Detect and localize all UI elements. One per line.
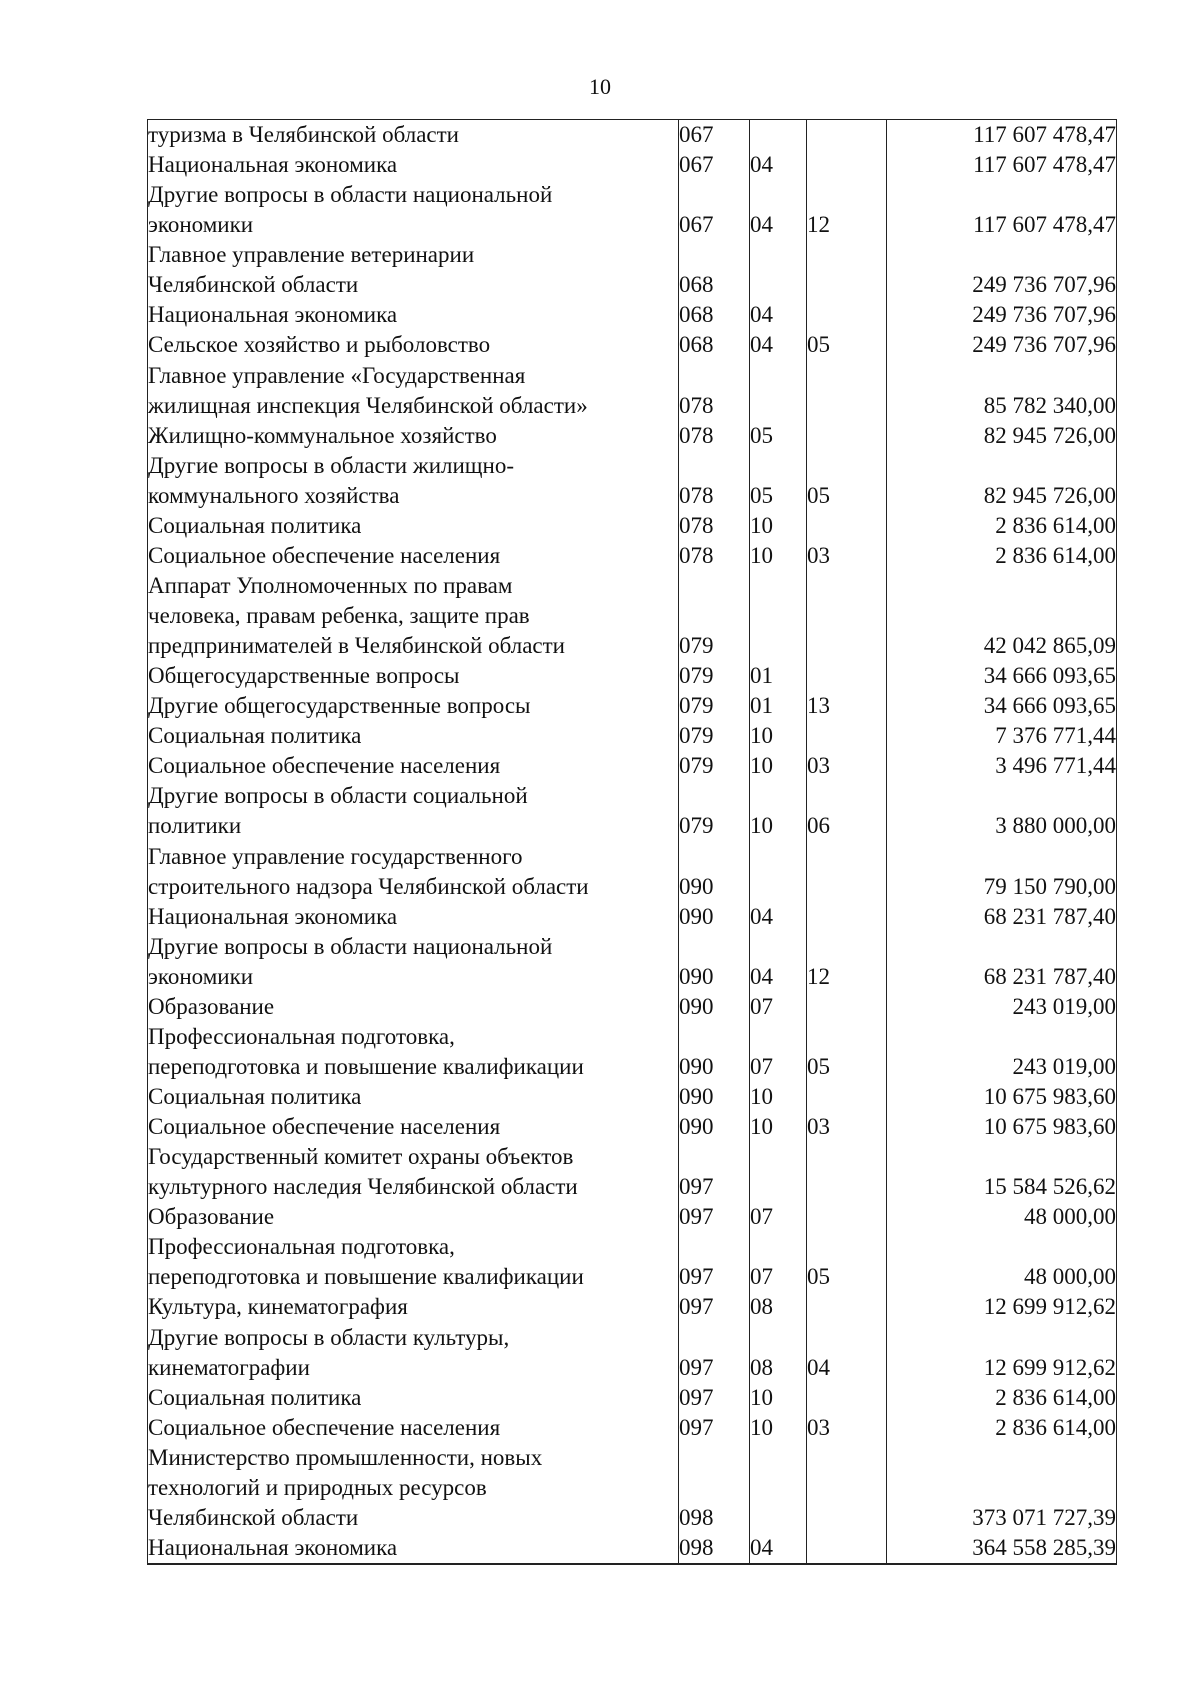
expense-name-line: технологий и природных ресурсов <box>148 1474 487 1500</box>
expense-name-cell <box>148 721 679 751</box>
table-row <box>148 300 1117 330</box>
expense-name-line: Социальная политика <box>148 1384 362 1410</box>
section-code-cell: 04 <box>750 902 807 932</box>
expense-name-cell <box>148 1082 679 1112</box>
ministry-code-cell: 097 <box>679 1202 750 1232</box>
expense-name-cell <box>148 932 679 992</box>
expense-name-line: Другие вопросы в области национальной <box>148 933 553 959</box>
amount-cell: 117 607 478,47 <box>887 120 1117 151</box>
amount-cell: 249 736 707,96 <box>887 240 1117 300</box>
section-code-cell: 07 <box>750 1232 807 1292</box>
table-row <box>148 751 1117 781</box>
ministry-code-cell: 068 <box>679 330 750 360</box>
expense-name-cell <box>148 1022 679 1082</box>
section-code-cell: 01 <box>750 661 807 691</box>
subsection-code-cell: 05 <box>807 451 887 511</box>
subsection-code-cell <box>807 902 887 932</box>
section-code-cell <box>750 571 807 661</box>
expense-name-line: Сельское хозяйство и рыболовство <box>148 332 491 358</box>
amount-cell: 7 376 771,44 <box>887 721 1117 751</box>
expense-name-cell <box>148 902 679 932</box>
section-code-cell: 04 <box>750 330 807 360</box>
subsection-code-cell <box>807 721 887 751</box>
amount-cell: 85 782 340,00 <box>887 361 1117 421</box>
amount-cell: 34 666 093,65 <box>887 691 1117 721</box>
expense-name-cell <box>148 1533 679 1564</box>
amount-cell: 68 231 787,40 <box>887 932 1117 992</box>
expense-name-cell <box>148 150 679 180</box>
ministry-code-cell: 090 <box>679 992 750 1022</box>
expense-name-line: Национальная экономика <box>148 903 398 929</box>
amount-cell: 2 836 614,00 <box>887 511 1117 541</box>
section-code-cell <box>750 842 807 902</box>
subsection-code-cell: 03 <box>807 751 887 781</box>
ministry-code-cell: 078 <box>679 361 750 421</box>
expense-name-cell <box>148 691 679 721</box>
table-row <box>148 361 1117 421</box>
expense-name-line: жилищная инспекция Челябинской области» <box>148 392 588 418</box>
table-row <box>148 451 1117 511</box>
section-code-cell: 04 <box>750 150 807 180</box>
expense-name-line: строительного надзора Челябинской области <box>148 873 589 899</box>
expense-name-cell <box>148 1443 679 1533</box>
amount-cell: 2 836 614,00 <box>887 1383 1117 1413</box>
expense-name-line: Другие вопросы в области национальной <box>148 182 553 208</box>
subsection-code-cell: 05 <box>807 1232 887 1292</box>
ministry-code-cell: 079 <box>679 691 750 721</box>
expense-name-cell <box>148 1383 679 1413</box>
amount-cell: 2 836 614,00 <box>887 1413 1117 1443</box>
table-row <box>148 330 1117 360</box>
expense-name-cell <box>148 661 679 691</box>
amount-cell: 34 666 093,65 <box>887 661 1117 691</box>
expense-name-line: Челябинской области <box>148 1504 359 1530</box>
table-row <box>148 571 1117 661</box>
section-code-cell <box>750 1443 807 1533</box>
ministry-code-cell: 068 <box>679 300 750 330</box>
section-code-cell: 08 <box>750 1292 807 1322</box>
subsection-code-cell: 12 <box>807 932 887 992</box>
section-code-cell: 08 <box>750 1323 807 1383</box>
subsection-code-cell: 05 <box>807 1022 887 1082</box>
ministry-code-cell: 079 <box>679 781 750 841</box>
expense-name-line: культурного наследия Челябинской области <box>148 1174 578 1200</box>
ministry-code-cell: 090 <box>679 1082 750 1112</box>
expense-name-cell <box>148 180 679 240</box>
amount-cell: 82 945 726,00 <box>887 451 1117 511</box>
ministry-code-cell: 090 <box>679 932 750 992</box>
expense-name-cell <box>148 571 679 661</box>
expense-name-line: Главное управление государственного <box>148 843 523 869</box>
subsection-code-cell <box>807 1383 887 1413</box>
expense-name-line: Жилищно-коммунальное хозяйство <box>148 422 497 448</box>
amount-cell: 249 736 707,96 <box>887 330 1117 360</box>
ministry-code-cell: 078 <box>679 421 750 451</box>
table-row <box>148 511 1117 541</box>
expense-name-line: человека, правам ребенка, защите прав <box>148 603 530 628</box>
ministry-code-cell: 097 <box>679 1383 750 1413</box>
expense-name-line: Аппарат Уполномоченных по правам <box>148 572 513 598</box>
expense-name-line: Главное управление «Государственная <box>148 362 526 388</box>
section-code-cell: 04 <box>750 180 807 240</box>
expense-name-cell <box>148 451 679 511</box>
expense-name-cell <box>148 992 679 1022</box>
ministry-code-cell: 090 <box>679 1022 750 1082</box>
subsection-code-cell: 12 <box>807 180 887 240</box>
expense-name-line: Культура, кинематография <box>148 1294 408 1320</box>
amount-cell: 10 675 983,60 <box>887 1112 1117 1142</box>
amount-cell: 48 000,00 <box>887 1202 1117 1232</box>
expense-name-line: Другие общегосударственные вопросы <box>148 693 531 719</box>
ministry-code-cell: 090 <box>679 842 750 902</box>
section-code-cell: 07 <box>750 992 807 1022</box>
section-code-cell <box>750 240 807 300</box>
table-row <box>148 661 1117 691</box>
ministry-code-cell: 079 <box>679 721 750 751</box>
expense-name-line: Национальная экономика <box>148 1534 398 1560</box>
expense-name-line: Другие вопросы в области жилищно- <box>148 452 514 478</box>
expense-name-cell <box>148 1232 679 1292</box>
ministry-code-cell: 067 <box>679 180 750 240</box>
section-code-cell <box>750 120 807 151</box>
amount-cell: 117 607 478,47 <box>887 180 1117 240</box>
section-code-cell: 04 <box>750 1533 807 1564</box>
expense-name-line: Национальная экономика <box>148 302 398 328</box>
amount-cell: 48 000,00 <box>887 1232 1117 1292</box>
subsection-code-cell <box>807 1202 887 1232</box>
section-code-cell: 07 <box>750 1202 807 1232</box>
table-row <box>148 1232 1117 1292</box>
subsection-code-cell <box>807 1292 887 1322</box>
expense-name-cell <box>148 330 679 360</box>
amount-cell: 2 836 614,00 <box>887 541 1117 571</box>
table-row <box>148 180 1117 240</box>
expense-name-cell <box>148 361 679 421</box>
section-code-cell: 10 <box>750 781 807 841</box>
ministry-code-cell: 098 <box>679 1443 750 1533</box>
ministry-code-cell: 090 <box>679 1112 750 1142</box>
table-row <box>148 1323 1117 1383</box>
amount-cell: 249 736 707,96 <box>887 300 1117 330</box>
amount-cell: 373 071 727,39 <box>887 1443 1117 1533</box>
expense-name-cell <box>148 1292 679 1322</box>
ministry-code-cell: 097 <box>679 1413 750 1443</box>
expense-name-line: Национальная экономика <box>148 152 398 178</box>
section-code-cell: 10 <box>750 751 807 781</box>
table-row <box>148 1082 1117 1112</box>
expense-name-line: политики <box>148 813 242 839</box>
ministry-code-cell: 090 <box>679 902 750 932</box>
subsection-code-cell <box>807 1142 887 1202</box>
subsection-code-cell <box>807 240 887 300</box>
table-row <box>148 721 1117 751</box>
amount-cell: 15 584 526,62 <box>887 1142 1117 1202</box>
amount-cell: 117 607 478,47 <box>887 150 1117 180</box>
table-row <box>148 1533 1117 1564</box>
section-code-cell <box>750 1142 807 1202</box>
table-row <box>148 842 1117 902</box>
ministry-code-cell: 068 <box>679 240 750 300</box>
subsection-code-cell <box>807 1082 887 1112</box>
expense-name-line: Социальная политика <box>148 1084 362 1109</box>
amount-cell: 12 699 912,62 <box>887 1323 1117 1383</box>
expense-name-cell <box>148 1112 679 1142</box>
expense-name-cell <box>148 421 679 451</box>
subsection-code-cell <box>807 300 887 330</box>
amount-cell: 42 042 865,09 <box>887 571 1117 661</box>
expense-name-line: Профессиональная подготовка, <box>148 1234 455 1260</box>
section-code-cell: 05 <box>750 451 807 511</box>
section-code-cell: 10 <box>750 511 807 541</box>
expense-name-cell <box>148 511 679 541</box>
subsection-code-cell <box>807 661 887 691</box>
subsection-code-cell <box>807 361 887 421</box>
section-code-cell: 01 <box>750 691 807 721</box>
ministry-code-cell: 097 <box>679 1142 750 1202</box>
amount-cell: 3 496 771,44 <box>887 751 1117 781</box>
table-row <box>148 1112 1117 1142</box>
expense-name-cell <box>148 1142 679 1202</box>
subsection-code-cell <box>807 511 887 541</box>
expense-name-line: Социальное обеспечение населения <box>148 1414 501 1440</box>
expense-name-line: туризма в Челябинской области <box>148 122 459 147</box>
amount-cell: 243 019,00 <box>887 992 1117 1022</box>
table-row <box>148 1022 1117 1082</box>
budget-table-body <box>148 120 1117 1565</box>
subsection-code-cell <box>807 1443 887 1533</box>
page-number: 10 <box>589 74 611 99</box>
section-code-cell: 10 <box>750 1112 807 1142</box>
amount-cell: 82 945 726,00 <box>887 421 1117 451</box>
table-row <box>148 1383 1117 1413</box>
ministry-code-cell: 078 <box>679 511 750 541</box>
subsection-code-cell: 04 <box>807 1323 887 1383</box>
table-row <box>148 1443 1117 1533</box>
subsection-code-cell <box>807 842 887 902</box>
table-row <box>148 541 1117 571</box>
table-row <box>148 932 1117 992</box>
subsection-code-cell: 05 <box>807 330 887 360</box>
expense-name-line: переподготовка и повышение квалификации <box>148 1053 584 1079</box>
table-row <box>148 1202 1117 1232</box>
expense-name-line: экономики <box>148 212 254 238</box>
ministry-code-cell: 098 <box>679 1533 750 1564</box>
amount-cell: 243 019,00 <box>887 1022 1117 1082</box>
table-row <box>148 240 1117 300</box>
expense-name-line: переподготовка и повышение квалификации <box>148 1264 584 1290</box>
table-row <box>148 902 1117 932</box>
expense-name-cell <box>148 781 679 841</box>
expense-name-cell <box>148 1323 679 1383</box>
section-code-cell: 10 <box>750 1082 807 1112</box>
section-code-cell: 07 <box>750 1022 807 1082</box>
expense-name-cell <box>148 751 679 781</box>
ministry-code-cell: 097 <box>679 1323 750 1383</box>
amount-cell: 364 558 285,39 <box>887 1533 1117 1564</box>
ministry-code-cell: 097 <box>679 1232 750 1292</box>
amount-cell: 12 699 912,62 <box>887 1292 1117 1322</box>
expense-name-line: Министерство промышленности, новых <box>148 1444 543 1470</box>
expense-name-line: Социальное обеспечение населения <box>148 1114 501 1140</box>
ministry-code-cell: 079 <box>679 571 750 661</box>
ministry-code-cell: 067 <box>679 120 750 151</box>
table-row <box>148 150 1117 180</box>
table-row <box>148 120 1117 151</box>
subsection-code-cell: 03 <box>807 1112 887 1142</box>
amount-cell: 10 675 983,60 <box>887 1082 1117 1112</box>
expense-name-line: Образование <box>148 993 275 1019</box>
expense-name-line: предпринимателей в Челябинской области <box>148 633 565 659</box>
table-row <box>148 1413 1117 1443</box>
expense-name-cell <box>148 300 679 330</box>
section-code-cell: 04 <box>750 932 807 992</box>
table-row <box>148 1292 1117 1322</box>
subsection-code-cell: 03 <box>807 1413 887 1443</box>
table-row <box>148 992 1117 1022</box>
section-code-cell: 05 <box>750 421 807 451</box>
subsection-code-cell: 06 <box>807 781 887 841</box>
expense-name-line: Общегосударственные вопросы <box>148 663 460 689</box>
subsection-code-cell: 03 <box>807 541 887 571</box>
expense-name-line: Социальное обеспечение населения <box>148 753 501 779</box>
section-code-cell: 04 <box>750 300 807 330</box>
ministry-code-cell: 097 <box>679 1292 750 1322</box>
table-row <box>148 691 1117 721</box>
amount-cell: 3 880 000,00 <box>887 781 1117 841</box>
section-code-cell: 10 <box>750 1413 807 1443</box>
section-code-cell: 10 <box>750 721 807 751</box>
expense-name-line: Социальное обеспечение населения <box>148 542 501 568</box>
expense-name-line: Социальная политика <box>148 723 362 749</box>
subsection-code-cell <box>807 992 887 1022</box>
expense-name-line: кинематографии <box>148 1354 310 1380</box>
expense-name-cell <box>148 1413 679 1443</box>
ministry-code-cell: 079 <box>679 661 750 691</box>
section-code-cell: 10 <box>750 541 807 571</box>
section-code-cell <box>750 361 807 421</box>
expense-name-line: Другие вопросы в области культуры, <box>148 1324 510 1350</box>
expense-name-line: Главное управление ветеринарии <box>148 242 475 268</box>
expense-name-line: коммунального хозяйства <box>148 482 400 508</box>
budget-table <box>147 119 1117 1565</box>
expense-name-cell <box>148 240 679 300</box>
expense-name-line: Государственный комитет охраны объектов <box>148 1144 574 1170</box>
ministry-code-cell: 078 <box>679 451 750 511</box>
expense-name-cell <box>148 541 679 571</box>
table-row <box>148 1142 1117 1202</box>
subsection-code-cell <box>807 1533 887 1564</box>
section-code-cell: 10 <box>750 1383 807 1413</box>
expense-name-line: Профессиональная подготовка, <box>148 1023 455 1049</box>
table-row <box>148 421 1117 451</box>
subsection-code-cell <box>807 150 887 180</box>
amount-cell: 68 231 787,40 <box>887 902 1117 932</box>
expense-name-cell <box>148 842 679 902</box>
expense-name-line: Челябинской области <box>148 272 359 298</box>
subsection-code-cell <box>807 571 887 661</box>
subsection-code-cell: 13 <box>807 691 887 721</box>
expense-name-line: Другие вопросы в области социальной <box>148 783 528 809</box>
ministry-code-cell: 079 <box>679 751 750 781</box>
expense-name-cell <box>148 1202 679 1232</box>
table-row <box>148 781 1117 841</box>
ministry-code-cell: 078 <box>679 541 750 571</box>
amount-cell: 79 150 790,00 <box>887 842 1117 902</box>
expense-name-cell <box>148 120 679 151</box>
ministry-code-cell: 067 <box>679 150 750 180</box>
expense-name-line: Социальная политика <box>148 512 362 538</box>
subsection-code-cell <box>807 421 887 451</box>
subsection-code-cell <box>807 120 887 151</box>
expense-name-line: экономики <box>148 963 254 989</box>
expense-name-line: Образование <box>148 1204 275 1230</box>
